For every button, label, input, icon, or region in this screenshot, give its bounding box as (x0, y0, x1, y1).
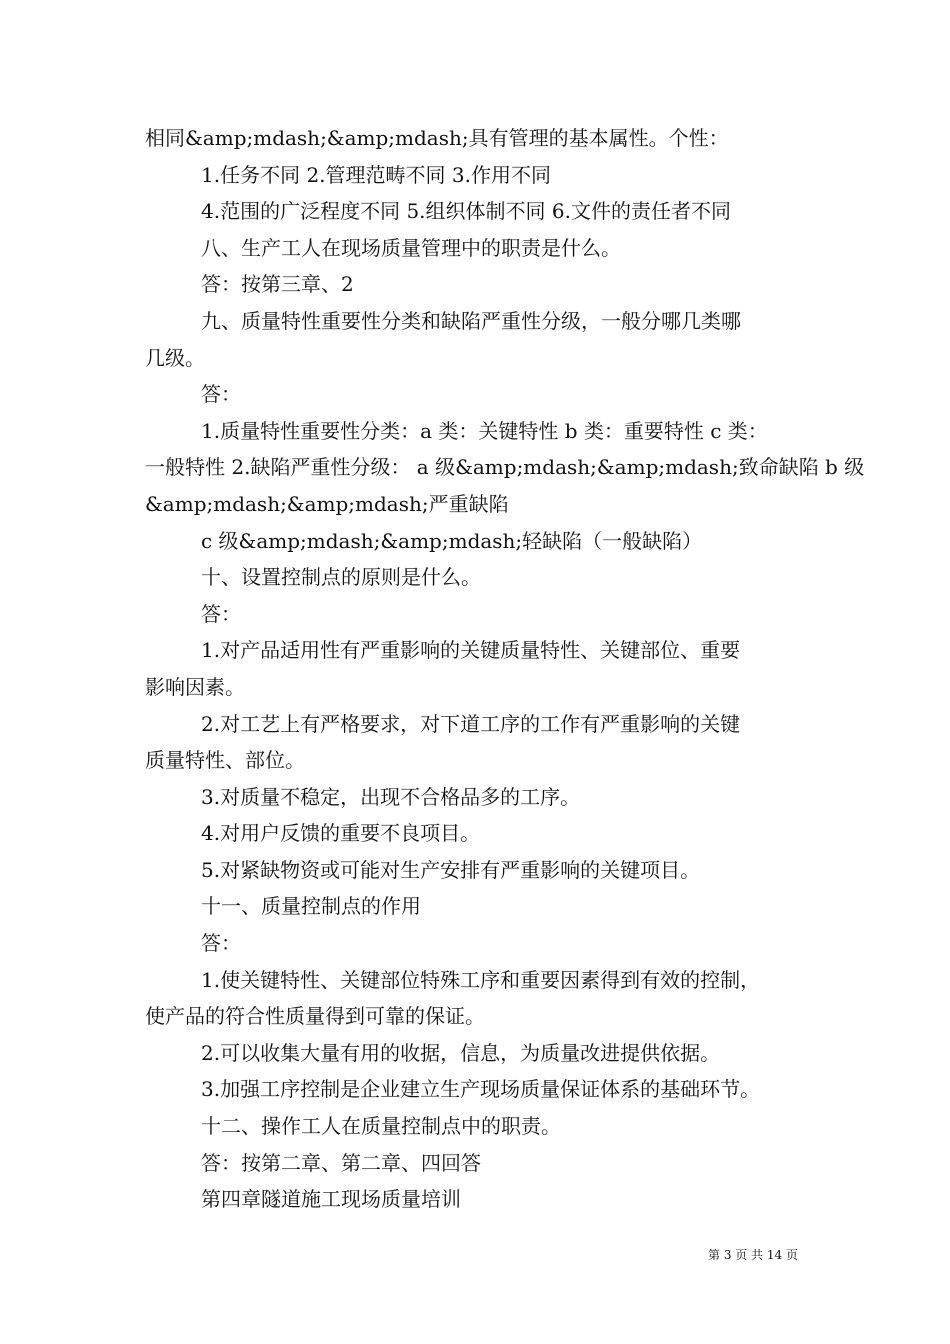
text-line: 答： (201, 931, 241, 956)
text-line: 1.使关键特性、关键部位特殊工序和重要因素得到有效的控制， (201, 967, 761, 992)
text-line: 1.任务不同 2.管理范畴不同 3.作用不同 (201, 162, 551, 187)
text-line: 答： (201, 601, 241, 626)
text-line: 2.可以收集大量有用的收据，信息，为质量改进提供依据。 (201, 1040, 721, 1065)
text-line: 3.加强工序控制是企业建立生产现场质量保证体系的基础环节。 (201, 1077, 761, 1102)
text-line: 4.对用户反馈的重要不良项目。 (201, 821, 481, 846)
text-line: 答：按第二章、第二章、四回答 (201, 1150, 481, 1175)
text-line: &amp;mdash;&amp;mdash;严重缺陷 (145, 491, 509, 516)
text-line: c 级&amp;mdash;&amp;mdash;轻缺陷（一般缺陷） (201, 528, 703, 553)
text-line: 一般特性 2.缺陷严重性分级： a 级&amp;mdash;&amp;mdash;致命缺陷 b 级 (145, 455, 865, 480)
text-line: 影响因素。 (145, 674, 245, 699)
text-line: 质量特性、部位。 (145, 748, 305, 773)
text-line: 相同&amp;mdash;&amp;mdash;具有管理的基本属性。个性： (145, 126, 729, 150)
text-line: 5.对紧缺物资或可能对生产安排有严重影响的关键项目。 (201, 857, 701, 882)
text-line: 1.对产品适用性有严重影响的关键质量特性、关键部位、重要 (201, 638, 741, 663)
text-line: 第四章隧道施工现场质量培训 (201, 1187, 461, 1212)
document-body (145, 120, 865, 1218)
text-line: 答：按第三章、2 (201, 272, 354, 297)
text-line: 几级。 (145, 345, 205, 370)
text-line: 4.范围的广泛程度不同 5.组织体制不同 6.文件的责任者不同 (201, 199, 731, 224)
text-line: 2.对工艺上有严格要求，对下道工序的工作有严重影响的关键 (201, 711, 741, 736)
text-line: 十、设置控制点的原则是什么。 (201, 565, 481, 590)
text-line: 十二、操作工人在质量控制点中的职责。 (201, 1114, 561, 1139)
page-footer: 第 3 页 共 14 页 (708, 1248, 798, 1262)
text-line: 九、质量特性重要性分类和缺陷严重性分级，一般分哪几类哪 (201, 308, 741, 333)
text-line: 八、生产工人在现场质量管理中的职责是什么。 (201, 235, 621, 260)
text-line: 使产品的符合性质量得到可靠的保证。 (145, 1004, 485, 1029)
text-line: 3.对质量不稳定，出现不合格品多的工序。 (201, 784, 581, 809)
text-line: 1.质量特性重要性分类：a 类：关键特性 b 类：重要特性 c 类： (201, 418, 768, 443)
text-line: 答： (201, 382, 241, 407)
text-line: 十一、质量控制点的作用 (201, 894, 421, 919)
